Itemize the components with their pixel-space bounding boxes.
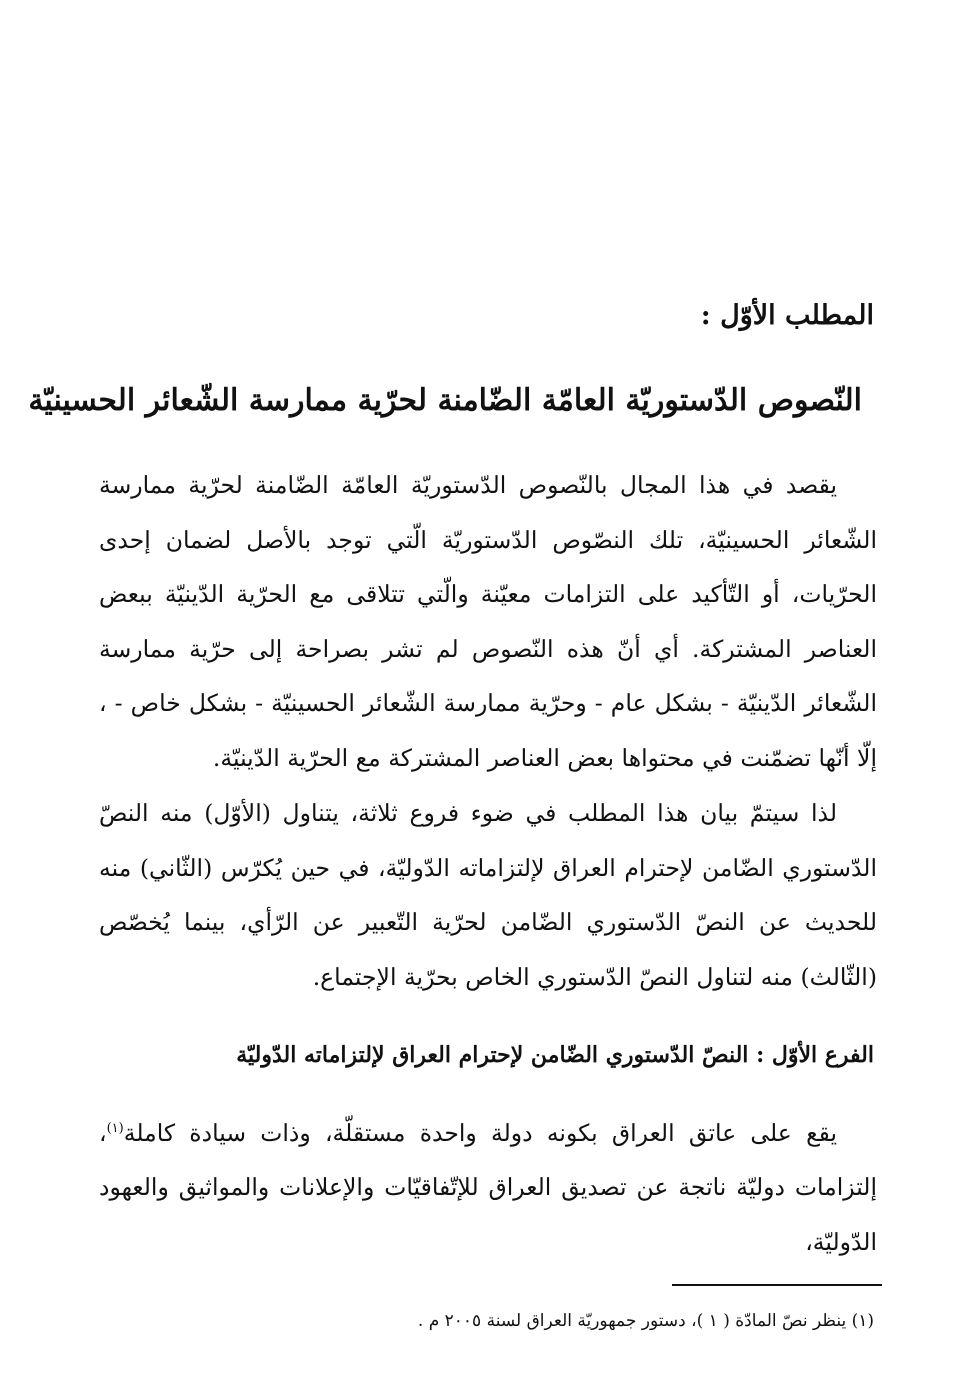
section-title: النّصوص الدّستوريّة العامّة الضّامنة لحرّية ممارسة الشّعائر الحسينيّة <box>28 383 862 418</box>
footnote-reference[interactable]: (١) <box>106 1121 124 1136</box>
paragraph-intro: يقصد في هذا المجال بالنّصوص الدّستوريّة العامّة الضّامنة لحرّية ممارسة الشّعائر الحسينيّة، تلك النصّوص الدّستوريّة الّتي توجد بالأصل لضمان إحدى الحرّيات، أو التّأكيد على التزامات معيّنة والّتي تتلاقى مع الحرّية الدّينيّة ببعض العناصر المشتركة. أي أنّ هذه النّصوص لم تشر بصراحة إلى حرّية ممارسة الشّعائر الدّينيّة - بشكل عام - وحرّية ممارسة الشّعائر الحسينيّة - بشكل خاص - ، إلّا أنّها تضمّنت في محتواها بعض العناصر المشتركة مع الحرّية الدّينيّة. <box>99 471 877 772</box>
footnote: (١) ينظر نصّ المادّة ( ١ )، دستور جمهوريّة العراق لسنة ٢٠٠٥ م . <box>417 1311 874 1331</box>
footnote-divider <box>672 1284 882 1286</box>
paragraph-obligations-text-start: يقع على عاتق العراق بكونه دولة واحدة مستقلّة، وذات سيادة كاملة <box>123 1118 837 1147</box>
paragraph-outline: لذا سيتمّ بيان هذا المطلب في ضوء فروع ثلاثة، يتناول (الأوّل) منه النصّ الدّستوري الضّامن لإحترام العراق لإلتزاماته الدّوليّة، في حين يُكرّس (الثّاني) منه للحديث عن النصّ الدّستوري الضّامن لحرّية التّعبير عن الرّأي، بينما يُخصّص (الثّالث) منه لتناول النصّ الدّستوري الخاص بحرّية الإجتماع. <box>99 799 877 991</box>
paragraph-obligations-text-end: ، إلتزامات دوليّة ناتجة عن تصديق العراق للإتّفاقيّات والإعلانات والمواثيق والعهود الدّوليّة، <box>99 1118 877 1256</box>
section-label: المطلب الأوّل : <box>700 300 874 331</box>
branch-heading: الفرع الأوّل : النصّ الدّستوري الضّامن لإحترام العراق لإلتزاماته الدّوليّة <box>236 1042 874 1068</box>
paragraph-obligations <box>99 1102 877 1269</box>
